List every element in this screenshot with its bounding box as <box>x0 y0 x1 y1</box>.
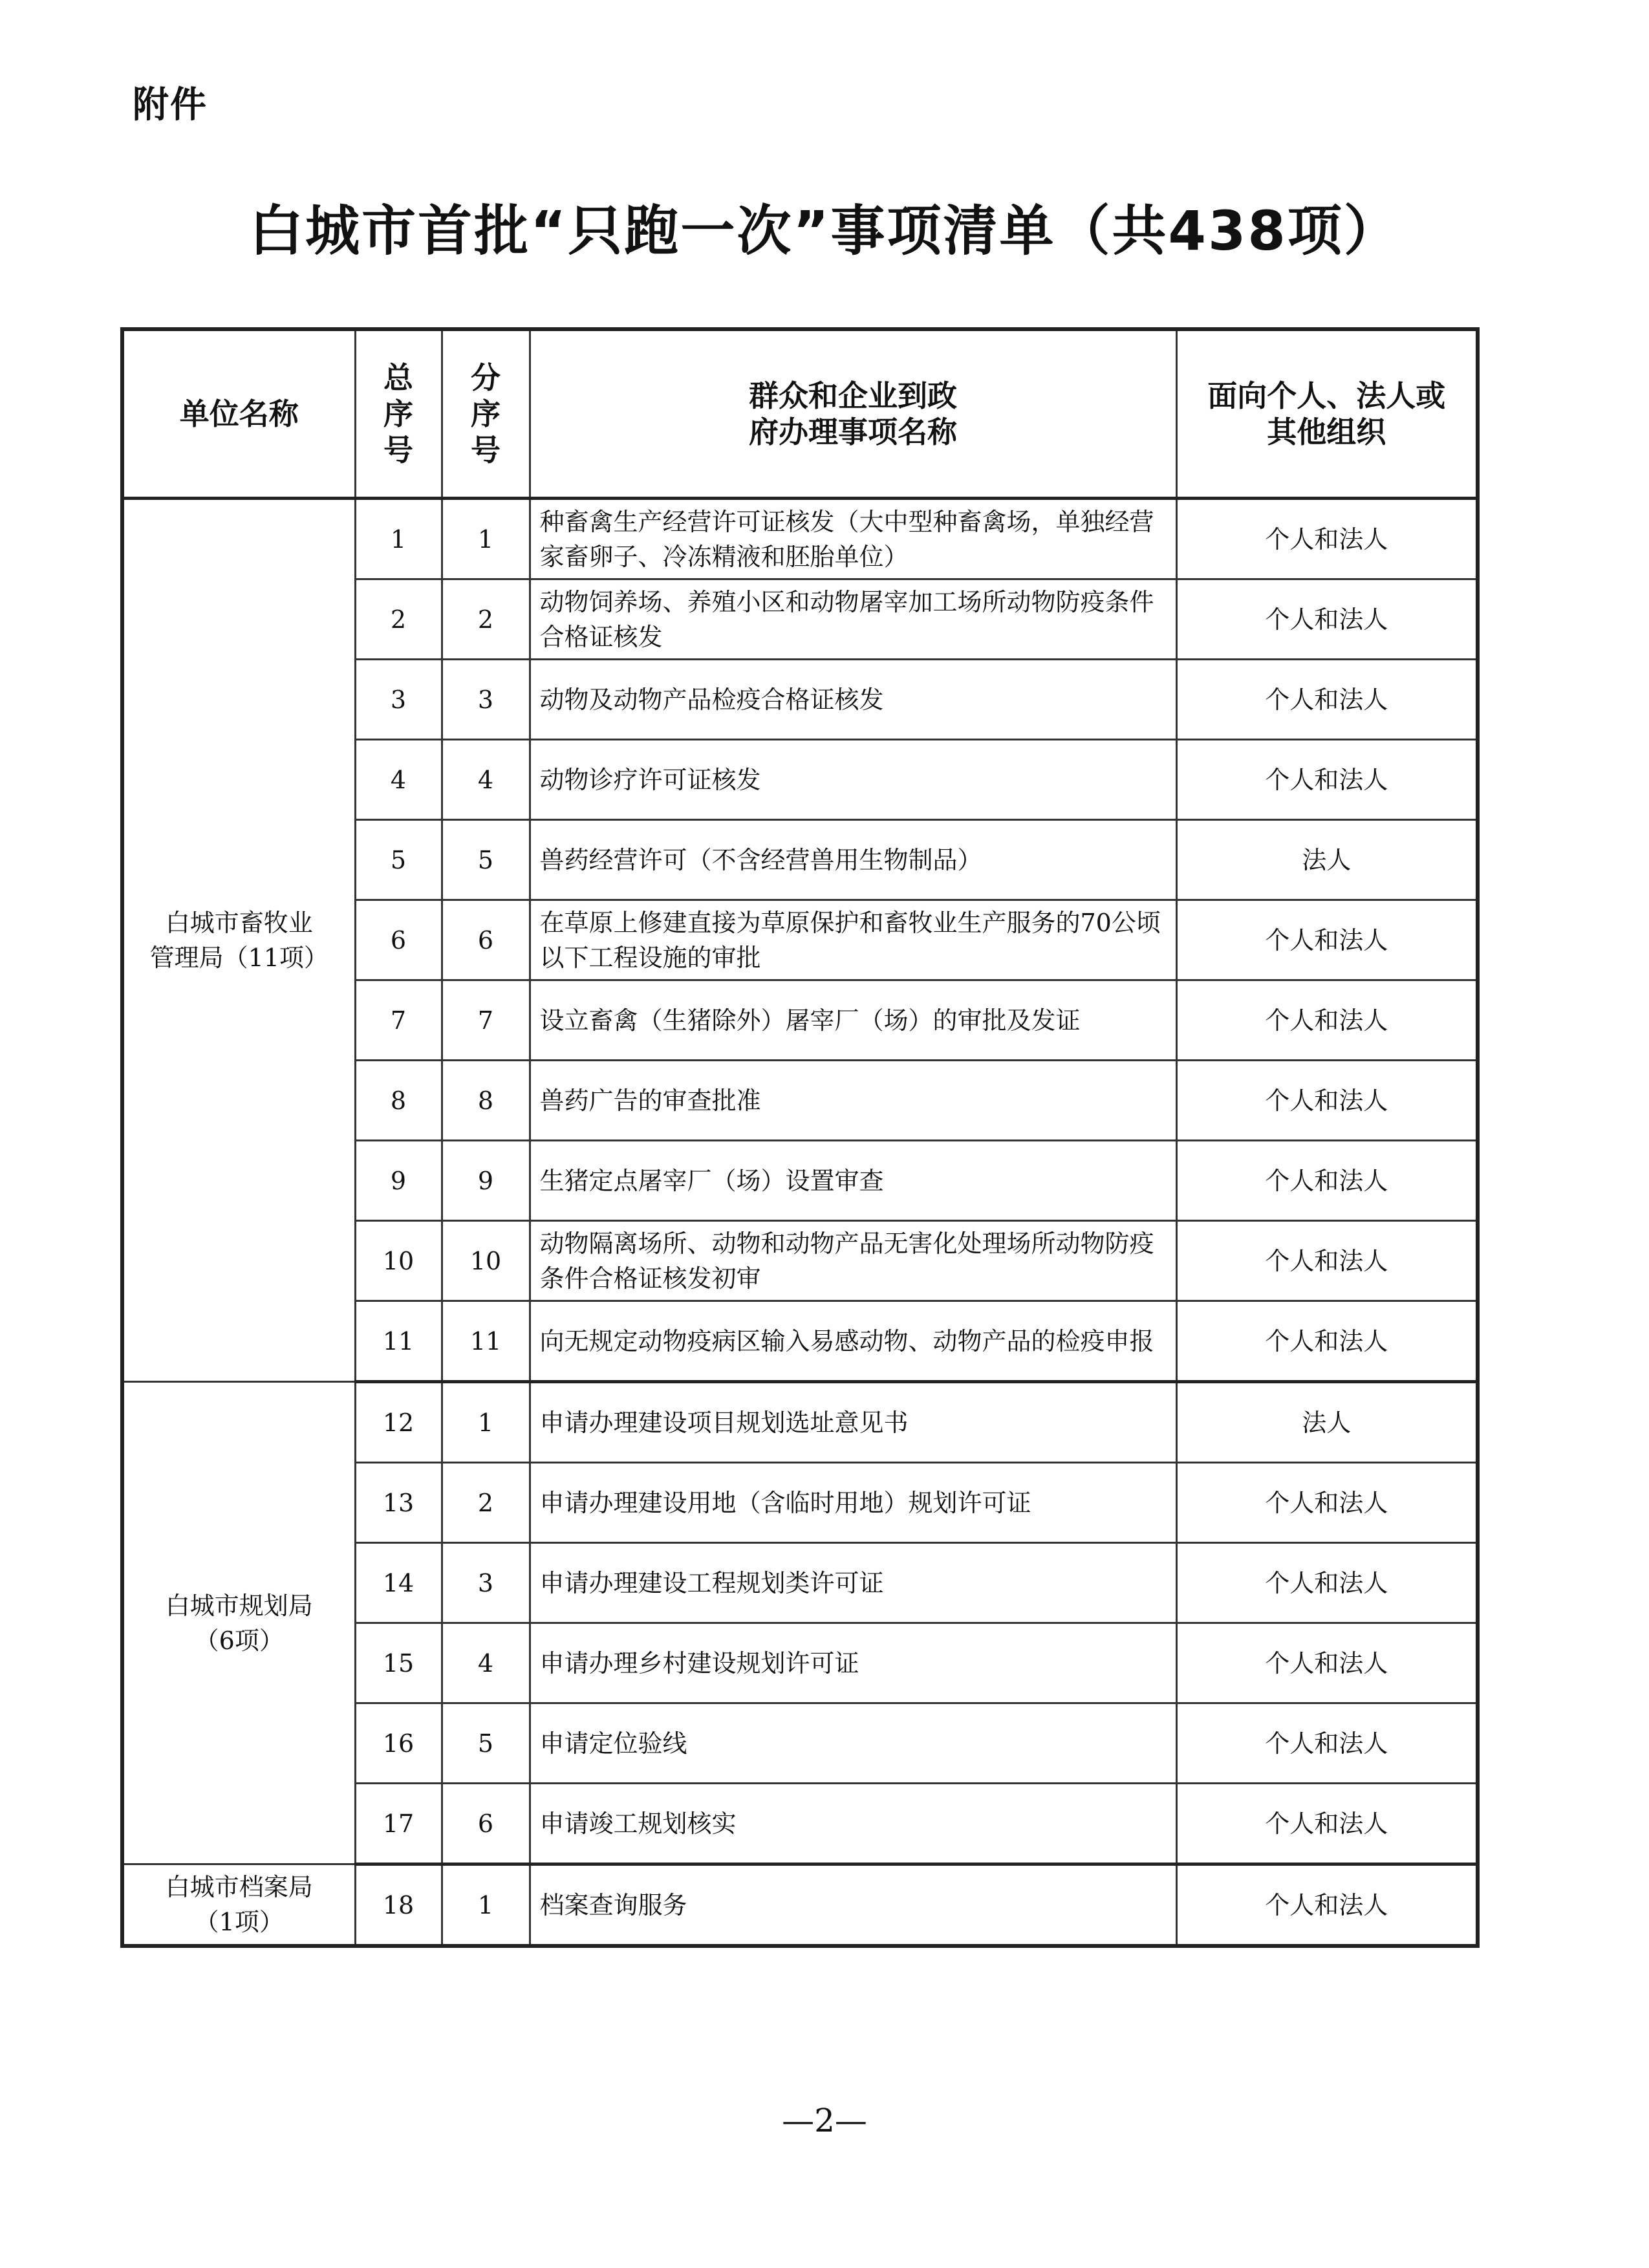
sub-no-cell: 1 <box>442 1382 530 1463</box>
matters-table <box>120 327 1480 1948</box>
item-name-cell: 申请办理建设项目规划选址意见书 <box>530 1382 1176 1463</box>
item-name-cell: 动物饲养场、养殖小区和动物屠宰加工场所动物防疫条件合格证核发 <box>530 579 1176 660</box>
target-cell: 个人和法人 <box>1176 1623 1478 1703</box>
target-cell: 个人和法人 <box>1176 900 1478 980</box>
sub-no-cell: 5 <box>442 1703 530 1784</box>
total-no-cell: 3 <box>355 660 442 740</box>
total-no-cell: 8 <box>355 1061 442 1141</box>
header-item <box>530 329 1176 499</box>
total-no-cell: 16 <box>355 1703 442 1784</box>
header-sub-no: 分 序 号 <box>442 329 530 499</box>
sub-no-cell: 8 <box>442 1061 530 1141</box>
header-target <box>1176 329 1478 499</box>
total-no-cell: 4 <box>355 740 442 820</box>
header-item-line2: 府办理事项名称 <box>749 415 957 449</box>
total-no-cell: 6 <box>355 900 442 980</box>
unit-name-line2: 管理局（11项） <box>149 944 329 972</box>
target-cell: 个人和法人 <box>1176 1141 1478 1221</box>
target-cell: 个人和法人 <box>1176 1463 1478 1543</box>
item-name-cell: 档案查询服务 <box>530 1864 1176 1947</box>
total-no-cell: 2 <box>355 579 442 660</box>
item-name-cell: 动物诊疗许可证核发 <box>530 740 1176 820</box>
sub-no-cell: 2 <box>442 1463 530 1543</box>
item-name-cell: 种畜禽生产经营许可证核发（大中型种畜禽场，单独经营家畜卵子、冷冻精液和胚胎单位） <box>530 499 1176 579</box>
sub-no-cell: 1 <box>442 1864 530 1947</box>
sub-no-cell: 11 <box>442 1301 530 1382</box>
unit-name-line1: 白城市规划局 <box>165 1591 313 1620</box>
item-name-cell: 设立畜禽（生猪除外）屠宰厂（场）的审批及发证 <box>530 980 1176 1061</box>
page-number: —2— <box>782 2102 867 2139</box>
header-unit: 单位名称 <box>122 329 355 499</box>
target-cell: 个人和法人 <box>1176 1864 1478 1947</box>
unit-name-cell <box>122 499 355 1382</box>
total-no-cell: 7 <box>355 980 442 1061</box>
sub-no-cell: 9 <box>442 1141 530 1221</box>
sub-no-cell: 3 <box>442 1543 530 1623</box>
total-no-cell: 10 <box>355 1221 442 1301</box>
target-cell: 个人和法人 <box>1176 660 1478 740</box>
sub-no-cell: 1 <box>442 499 530 579</box>
item-name-cell: 动物隔离场所、动物和动物产品无害化处理场所动物防疫条件合格证核发初审 <box>530 1221 1176 1301</box>
item-name-cell: 申请定位验线 <box>530 1703 1176 1784</box>
unit-name-cell <box>122 1382 355 1864</box>
item-name-cell: 兽药经营许可（不含经营兽用生物制品） <box>530 820 1176 900</box>
unit-name-line2: （6项） <box>194 1626 284 1655</box>
total-no-cell: 11 <box>355 1301 442 1382</box>
total-no-cell: 1 <box>355 499 442 579</box>
target-cell: 个人和法人 <box>1176 1784 1478 1864</box>
sub-no-cell: 5 <box>442 820 530 900</box>
target-cell: 个人和法人 <box>1176 1061 1478 1141</box>
item-name-cell: 向无规定动物疫病区输入易感动物、动物产品的检疫申报 <box>530 1301 1176 1382</box>
total-no-cell: 14 <box>355 1543 442 1623</box>
target-cell: 个人和法人 <box>1176 579 1478 660</box>
sub-no-cell: 2 <box>442 579 530 660</box>
target-cell: 个人和法人 <box>1176 1221 1478 1301</box>
total-no-cell: 17 <box>355 1784 442 1864</box>
sub-no-cell: 7 <box>442 980 530 1061</box>
item-name-cell: 申请办理建设工程规划类许可证 <box>530 1543 1176 1623</box>
total-no-cell: 5 <box>355 820 442 900</box>
header-target-line1: 面向个人、法人或 <box>1207 378 1446 413</box>
sub-no-cell: 6 <box>442 900 530 980</box>
sub-no-cell: 6 <box>442 1784 530 1864</box>
total-no-cell: 13 <box>355 1463 442 1543</box>
item-name-cell: 申请办理建设用地（含临时用地）规划许可证 <box>530 1463 1176 1543</box>
item-name-cell: 生猪定点屠宰厂（场）设置审查 <box>530 1141 1176 1221</box>
item-name-cell: 申请办理乡村建设规划许可证 <box>530 1623 1176 1703</box>
item-name-cell: 申请竣工规划核实 <box>530 1784 1176 1864</box>
header-item-line1: 群众和企业到政 <box>749 378 957 413</box>
target-cell: 个人和法人 <box>1176 1703 1478 1784</box>
item-name-cell: 动物及动物产品检疫合格证核发 <box>530 660 1176 740</box>
target-cell: 个人和法人 <box>1176 1543 1478 1623</box>
unit-name-line1: 白城市畜牧业 <box>165 909 313 937</box>
item-name-cell: 在草原上修建直接为草原保护和畜牧业生产服务的70公顷以下工程设施的审批 <box>530 900 1176 980</box>
total-no-cell: 18 <box>355 1864 442 1947</box>
unit-name-cell <box>122 1864 355 1947</box>
total-no-cell: 15 <box>355 1623 442 1703</box>
table-header-row <box>122 329 1478 499</box>
total-no-cell: 9 <box>355 1141 442 1221</box>
annex-label: 附件 <box>133 84 208 126</box>
sub-no-cell: 4 <box>442 1623 530 1703</box>
target-cell: 法人 <box>1176 1382 1478 1463</box>
item-name-cell: 兽药广告的审查批准 <box>530 1061 1176 1141</box>
sub-no-cell: 4 <box>442 740 530 820</box>
unit-name-line2: （1项） <box>194 1908 284 1936</box>
document-title: 白城市首批“只跑一次”事项清单（共438项） <box>249 199 1400 263</box>
table-row <box>122 1864 1478 1947</box>
unit-name-line1: 白城市档案局 <box>165 1873 313 1901</box>
target-cell: 个人和法人 <box>1176 499 1478 579</box>
table-row <box>122 499 1478 579</box>
sub-no-cell: 10 <box>442 1221 530 1301</box>
target-cell: 法人 <box>1176 820 1478 900</box>
target-cell: 个人和法人 <box>1176 740 1478 820</box>
sub-no-cell: 3 <box>442 660 530 740</box>
header-target-line2: 其他组织 <box>1267 415 1386 449</box>
table-row <box>122 1382 1478 1463</box>
target-cell: 个人和法人 <box>1176 1301 1478 1382</box>
header-total-no: 总 序 号 <box>355 329 442 499</box>
target-cell: 个人和法人 <box>1176 980 1478 1061</box>
table-body <box>122 499 1478 1947</box>
total-no-cell: 12 <box>355 1382 442 1463</box>
